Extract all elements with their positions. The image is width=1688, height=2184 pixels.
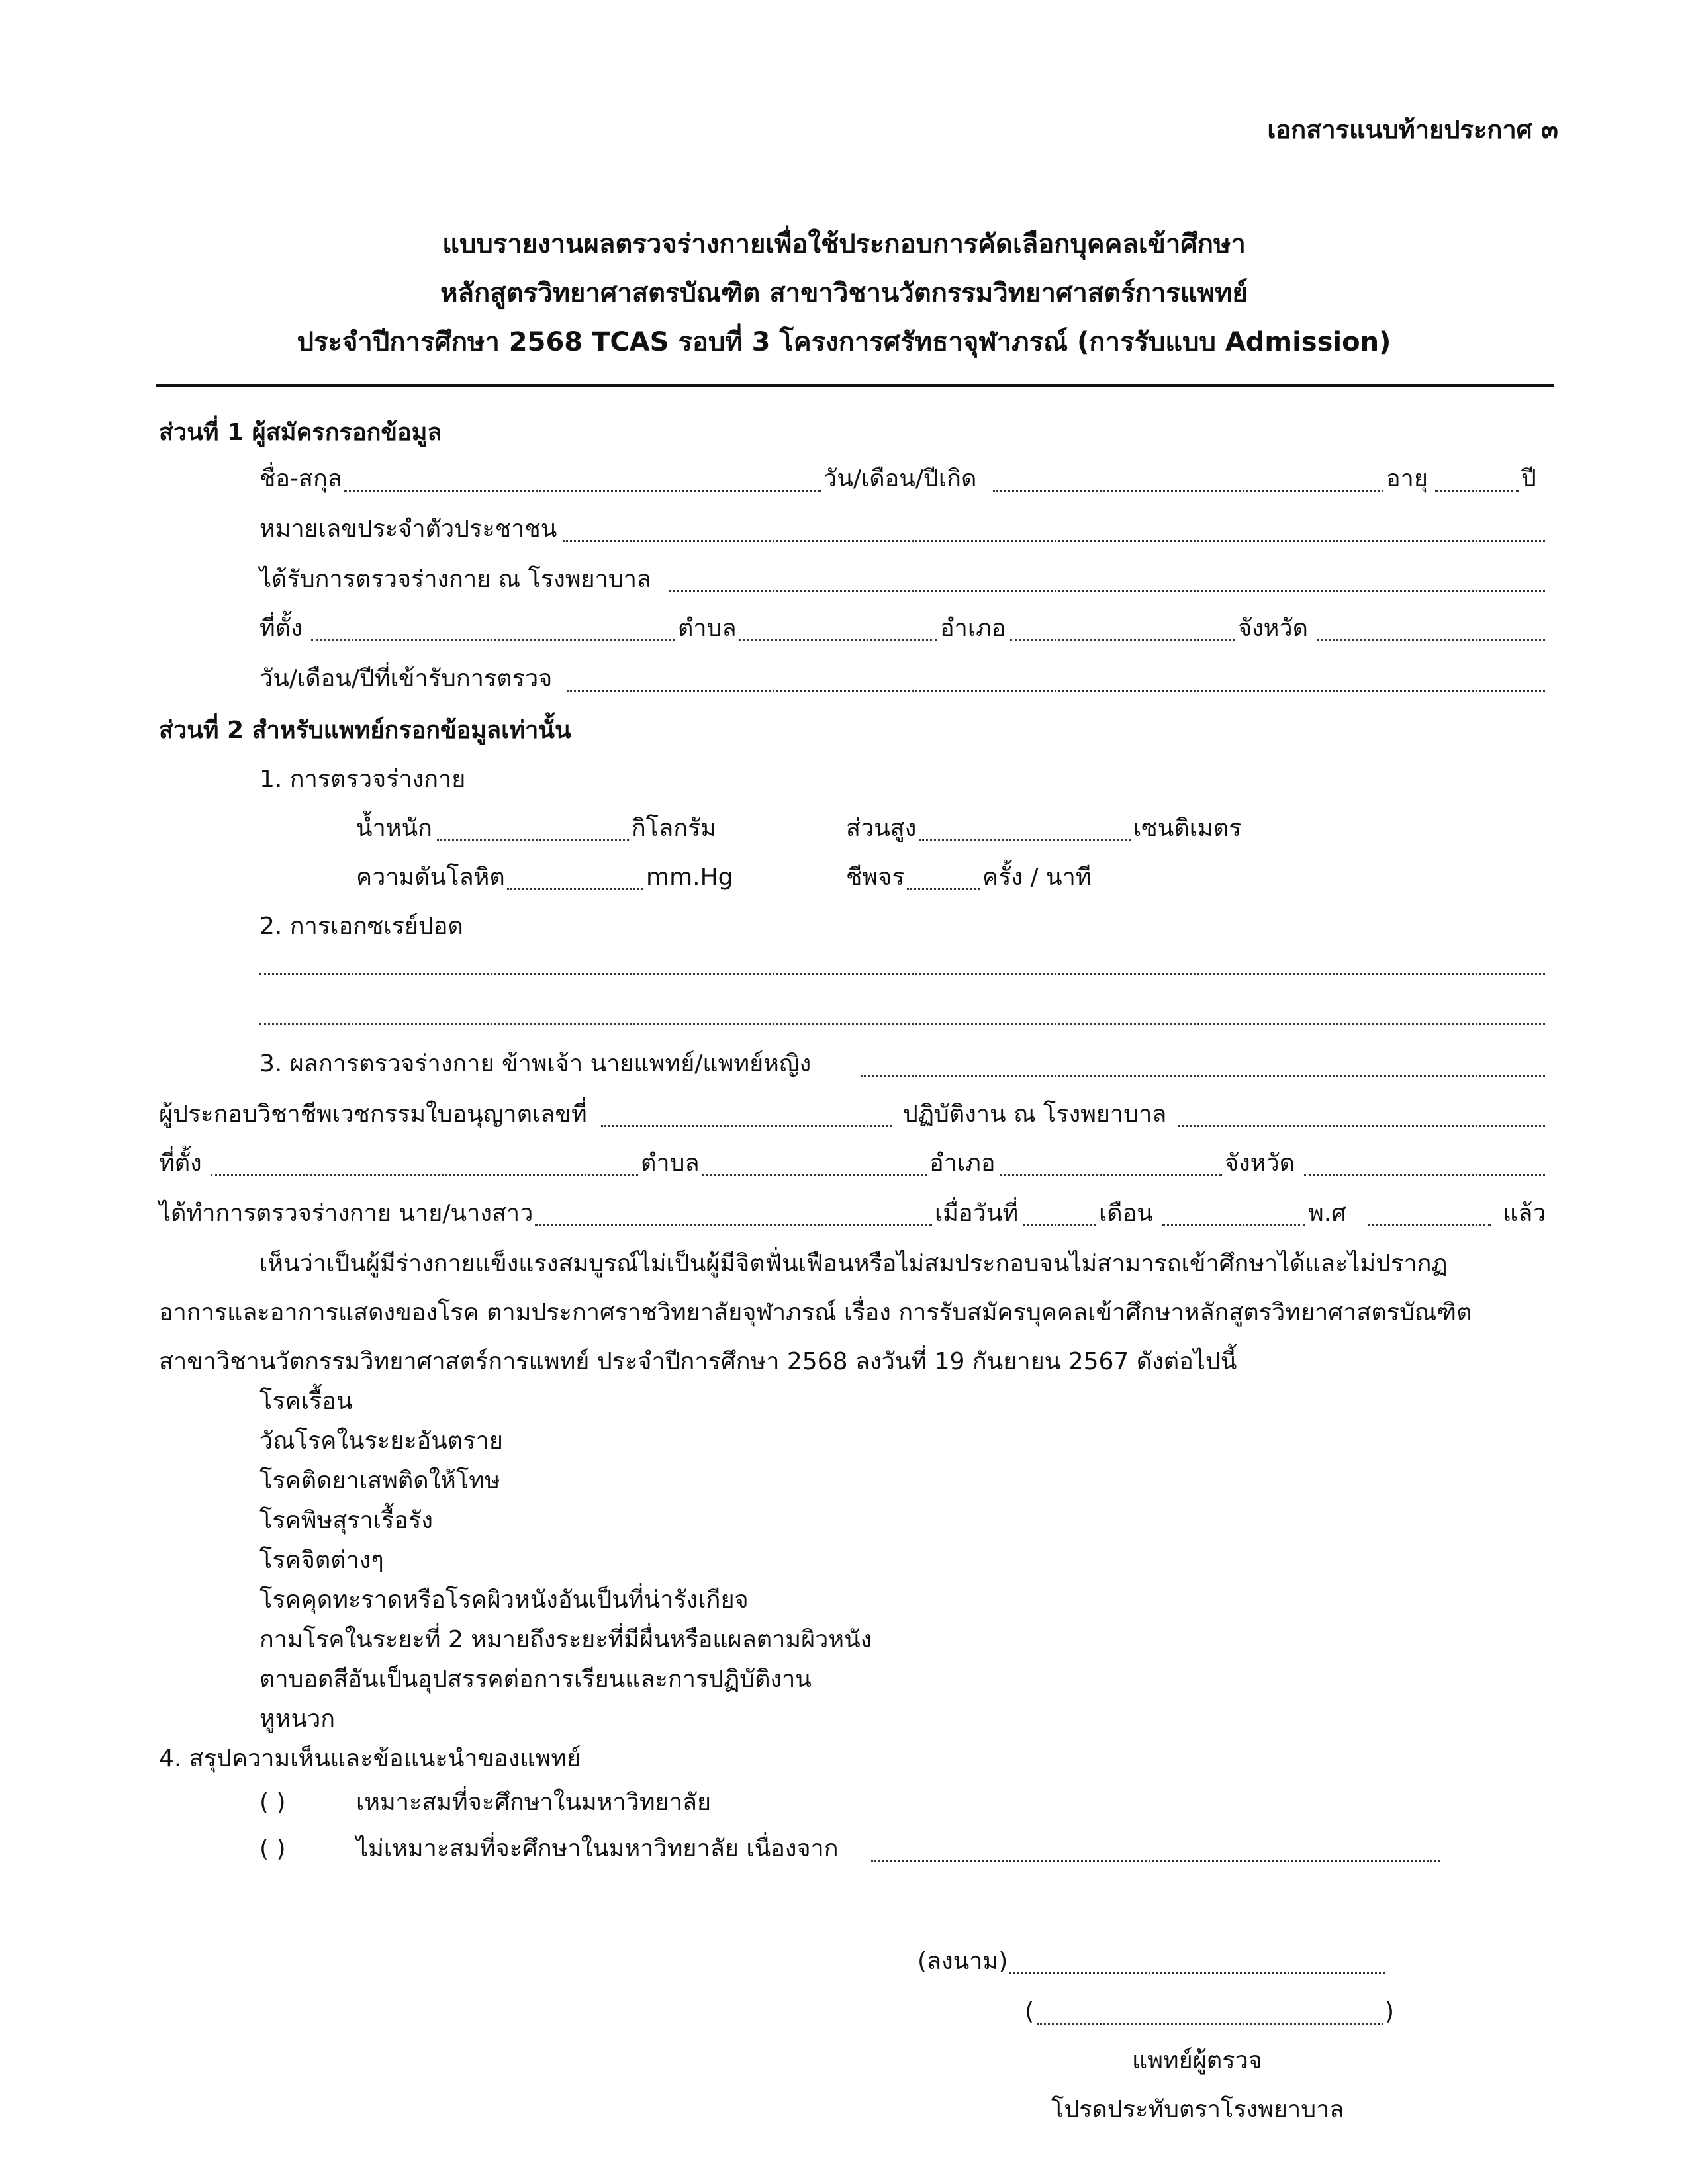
- bp-field[interactable]: [507, 888, 643, 890]
- national-id-label: หมายเลขประจำตัวประชาชน: [259, 516, 557, 543]
- done-label: แล้ว: [1503, 1200, 1546, 1227]
- title-line-3: ประจำปีการศึกษา 2568 TCAS รอบที่ 3 โครงการศรัทธาจุฬาภรณ์ (การรับแบบ Admission): [297, 327, 1391, 357]
- subdistrict-label: ตำบล: [678, 615, 737, 642]
- location-label: ที่ตั้ง: [259, 615, 303, 642]
- exam-day-field[interactable]: [1023, 1224, 1096, 1226]
- doctor-location-field[interactable]: [211, 1174, 638, 1176]
- disease-item: วัณโรคในระยะอันตราย: [259, 1428, 503, 1455]
- disease-item: โรคเรื้อน: [259, 1388, 353, 1415]
- bp-unit: mm.Hg: [646, 864, 733, 891]
- stamp-note: โปรดประทับตราโรงพยาบาล: [1051, 2096, 1344, 2123]
- section4-heading: 4. สรุปความเห็นและข้อแนะนำของแพทย์: [159, 1745, 581, 1772]
- exam-year-field[interactable]: [1368, 1224, 1491, 1226]
- license-label: ผู้ประกอบวิชาชีพเวชกรรมใบอนุญาตเลขที่: [159, 1101, 587, 1128]
- disease-item: โรคคุดทะราดหรือโรคผิวหนังอันเป็นที่น่ารังเกียจ: [259, 1586, 749, 1614]
- section3-heading: 3. ผลการตรวจร่างกาย ข้าพเจ้า นายแพทย์/แพทย์หญิง: [259, 1050, 812, 1077]
- national-id-field[interactable]: [563, 540, 1545, 542]
- disease-item: กามโรคในระยะที่ 2 หมายถึงระยะที่มีผื่นหรือแผลตามผิวหนัง: [259, 1626, 872, 1653]
- age-label: อายุ: [1386, 465, 1428, 492]
- doctor-subdistrict-field[interactable]: [702, 1174, 927, 1176]
- statement-line-1: เห็นว่าเป็นผู้มีร่างกายแข็งแรงสมบูรณ์ไม่เป็นผู้มีจิตฟั่นเฟือนหรือไม่สมประกอบจนไม่สามารถเข้าศึกษาได้และไม่ปรากฏ: [259, 1250, 1448, 1277]
- annex-label: เอกสารแนบท้ายประกาศ ๓: [1267, 115, 1558, 144]
- doctor-name-field[interactable]: [861, 1075, 1545, 1077]
- doctor-location-label: ที่ตั้ง: [159, 1150, 202, 1177]
- subdistrict-field[interactable]: [739, 639, 937, 641]
- close-paren: ): [1385, 1998, 1395, 2025]
- disease-item: ตาบอดสีอันเป็นอุปสรรคต่อการเรียนและการปฏิบัติงาน: [259, 1666, 812, 1693]
- practice-hospital-field[interactable]: [1178, 1125, 1545, 1127]
- bp-label: ความดันโลหิต: [356, 864, 505, 891]
- name-label: ชื่อ-สกุล: [259, 465, 342, 492]
- pulse-field[interactable]: [907, 888, 980, 890]
- title-line-2: หลักสูตรวิทยาศาสตรบัณฑิต สาขาวิชานวัตกรรมวิทยาศาสตร์การแพทย์: [440, 278, 1248, 308]
- section2-heading: 2. การเอกซเรย์ปอด: [259, 913, 463, 940]
- license-field[interactable]: [601, 1125, 892, 1127]
- suitable-checkbox[interactable]: ( ): [259, 1789, 286, 1816]
- examined-label: ได้ทำการตรวจร่างกาย นาย/นางสาว: [159, 1200, 534, 1227]
- doctor-subdistrict-label: ตำบล: [641, 1150, 700, 1177]
- exam-month-field[interactable]: [1162, 1224, 1305, 1226]
- printed-name-field[interactable]: [1037, 2023, 1383, 2025]
- open-paren: (: [1025, 1998, 1035, 2025]
- signature-field[interactable]: [1009, 1972, 1385, 1974]
- unsuitable-reason-field[interactable]: [871, 1860, 1440, 1862]
- part2-heading: ส่วนที่ 2 สำหรับแพทย์กรอกข้อมูลเท่านั้น: [159, 717, 571, 744]
- district-label: อำเภอ: [940, 615, 1006, 642]
- hospital-label: ได้รับการตรวจร่างกาย ณ โรงพยาบาล: [259, 566, 651, 593]
- exam-date-field[interactable]: [567, 690, 1545, 692]
- height-unit: เซนติเมตร: [1133, 815, 1242, 842]
- exam-date-label: วัน/เดือน/ปีที่เข้ารับการตรวจ: [259, 665, 553, 692]
- doctor-province-label: จังหวัด: [1225, 1150, 1295, 1177]
- weight-label: น้ำหนัก: [356, 815, 432, 842]
- height-label: ส่วนสูง: [846, 815, 917, 842]
- doctor-province-field[interactable]: [1304, 1174, 1545, 1176]
- height-field[interactable]: [919, 839, 1131, 841]
- title-divider: [156, 384, 1554, 387]
- disease-item: โรคพิษสุราเรื้อรัง: [259, 1507, 433, 1534]
- title-line-1: แบบรายงานผลตรวจร่างกายเพื่อใช้ประกอบการคัดเลือกบุคคลเข้าศึกษา: [442, 229, 1246, 259]
- pulse-unit: ครั้ง / นาที: [982, 864, 1092, 891]
- xray-field-line-2[interactable]: [259, 1023, 1545, 1025]
- dob-label: วัน/เดือน/ปีเกิด: [823, 465, 977, 492]
- hospital-field[interactable]: [669, 590, 1545, 592]
- sign-label: (ลงนาม): [917, 1948, 1008, 1975]
- suitable-option-label: เหมาะสมที่จะศึกษาในมหาวิทยาลัย: [356, 1789, 712, 1816]
- unsuitable-option-label: ไม่เหมาะสมที่จะศึกษาในมหาวิทยาลัย เนื่องจาก: [356, 1835, 839, 1862]
- age-field[interactable]: [1435, 490, 1519, 492]
- disease-item: โรคจิตต่างๆ: [259, 1547, 384, 1574]
- disease-item: โรคติดยาเสพติดให้โทษ: [259, 1467, 500, 1494]
- weight-field[interactable]: [437, 839, 629, 841]
- doctor-district-label: อำเภอ: [929, 1150, 996, 1177]
- xray-field-line-1[interactable]: [259, 973, 1545, 975]
- year-unit: ปี: [1521, 465, 1536, 492]
- disease-item: หูหนวก: [259, 1706, 336, 1733]
- section1-heading: 1. การตรวจร่างกาย: [259, 766, 466, 793]
- province-field[interactable]: [1317, 639, 1545, 641]
- examiner-label: แพทย์ผู้ตรวจ: [1132, 2047, 1262, 2074]
- doctor-district-field[interactable]: [1000, 1174, 1222, 1176]
- part1-heading: ส่วนที่ 1 ผู้สมัครกรอกข้อมูล: [159, 419, 442, 446]
- district-field[interactable]: [1010, 639, 1235, 641]
- statement-line-2: อาการและอาการแสดงของโรค ตามประกาศราชวิทยาลัยจุฬาภรณ์ เรื่อง การรับสมัครบุคคลเข้าศึกษาหลักสูตรวิทยาศาสตรบัณฑิต: [159, 1299, 1472, 1326]
- pulse-label: ชีพจร: [846, 864, 905, 891]
- weight-unit: กิโลกรัม: [632, 815, 717, 842]
- statement-line-3: สาขาวิชานวัตกรรมวิทยาศาสตร์การแพทย์ ประจำปีการศึกษา 2568 ลงวันที่ 19 กันยายน 2567 ดังต่อไปนี้: [159, 1348, 1237, 1375]
- dob-field[interactable]: [993, 490, 1383, 492]
- unsuitable-checkbox[interactable]: ( ): [259, 1835, 286, 1862]
- be-year-label: พ.ศ: [1308, 1200, 1347, 1227]
- month-label: เดือน: [1099, 1200, 1153, 1227]
- examinee-name-field[interactable]: [535, 1224, 932, 1226]
- on-date-label: เมื่อวันที่: [935, 1200, 1019, 1227]
- location-field[interactable]: [311, 639, 675, 641]
- province-label: จังหวัด: [1238, 615, 1308, 642]
- name-field[interactable]: [344, 490, 821, 492]
- practice-label: ปฏิบัติงาน ณ โรงพยาบาล: [903, 1101, 1167, 1128]
